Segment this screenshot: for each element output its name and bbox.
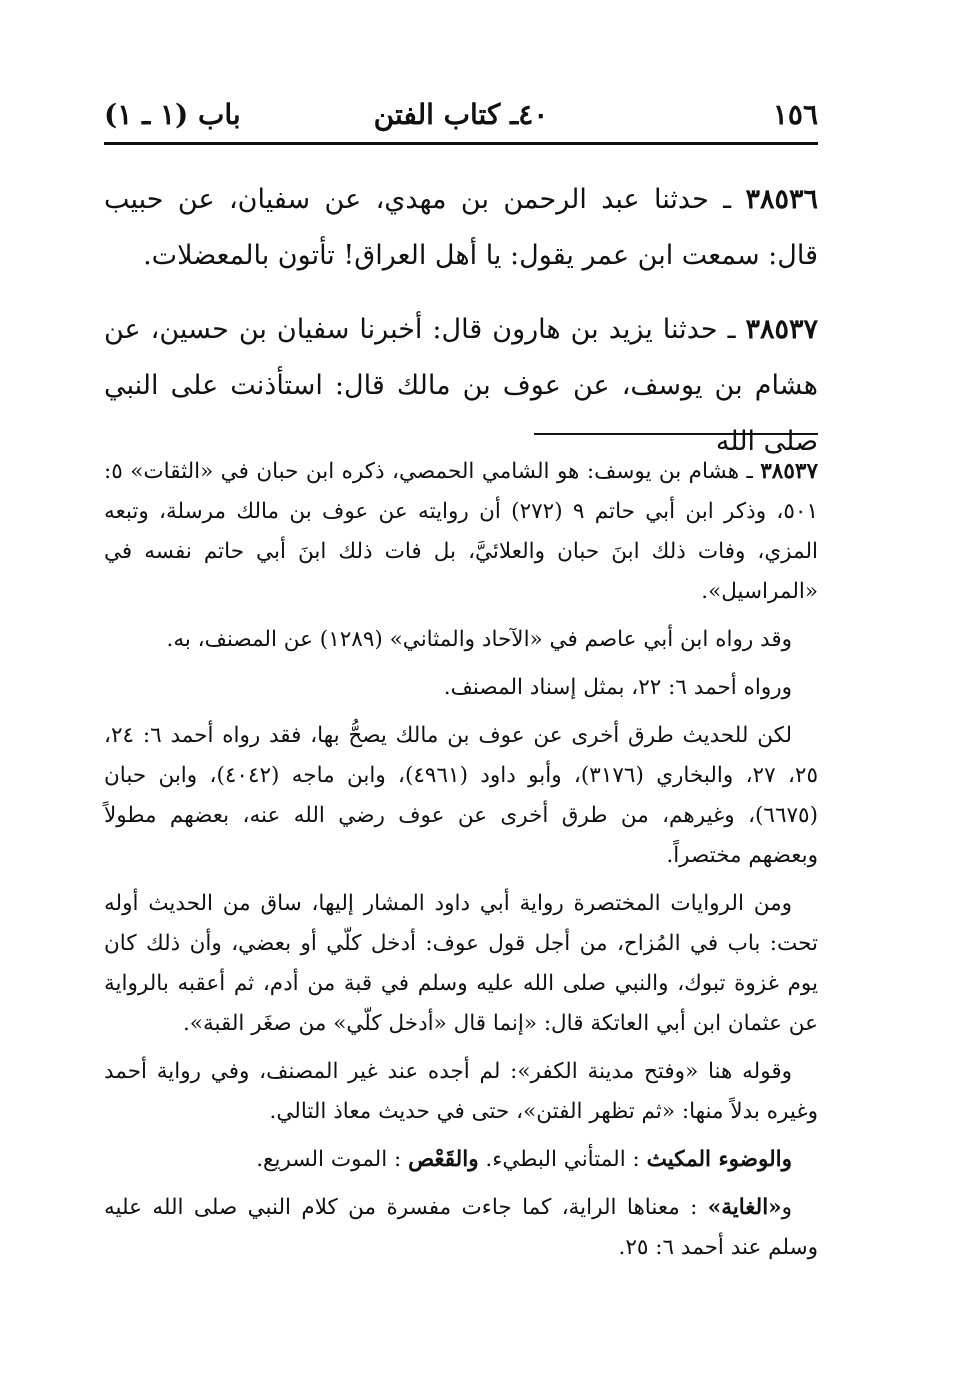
page-number: ١٥٦ (772, 98, 818, 131)
hadith-text: ـ حدثنا عبد الرحمن بن مهدي، عن سفيان، عن حبيب قال: سمعت ابن عمر يقول: يا أهل العراق! تأتون بالمعضلات. (104, 184, 818, 271)
footnote-definitions (104, 1188, 818, 1268)
footnotes (104, 452, 818, 1276)
running-header (104, 92, 818, 138)
hadith-38536 (104, 172, 818, 284)
footnote-divider (534, 433, 818, 435)
hadith-number: ٣٨٥٣٦ (745, 184, 818, 215)
hadith-number: ٣٨٥٣٧ (745, 314, 818, 345)
defined-term: والوضوء المكيث (646, 1147, 792, 1172)
footnote-paragraph: وقد رواه ابن أبي عاصم في «الآحاد والمثاني» (١٢٨٩) عن المصنف، به. (166, 627, 792, 652)
chapter-label: باب (١ ـ ١) (104, 98, 241, 131)
footnote-38537 (104, 452, 818, 612)
footnote-definitions (104, 1140, 818, 1180)
footnote-paragraph: لكن للحديث طرق أخرى عن عوف بن مالك يصحُّ بها، فقد رواه أحمد ٦: ٢٤، ٢٥، ٢٧، والبخاري (٣١٧٦)، وأبو داود (٤٩٦١)، وابن ماجه (٤٠٤٢)، وابن حبان (٦٦٧٥)، وغيرهم، من طرق أخرى عن عوف رضي الله عنه، بعضهم مطولاً وبعضهم مختصراً. (104, 723, 819, 868)
book-title: ٤٠ـ كتاب الفتن (373, 98, 549, 131)
main-text (104, 172, 818, 488)
footnote-paragraph: ورواه أحمد ٦: ٢٢، بمثل إسناد المصنف. (443, 675, 792, 700)
defined-term: والقَعْص (408, 1147, 479, 1172)
term-definition: : المتأني البطيء. (478, 1147, 647, 1172)
footnote-paragraph: وقوله هنا «وفتح مدينة الكفر»: لم أجده عند غير المصنف، وفي رواية أحمد وغيره بدلاً منها: «ثم تظهر الفتن»، حتى في حديث معاذ التالي. (104, 1059, 818, 1124)
term-prefix: و (781, 1195, 792, 1220)
hadith-text: ـ حدثنا يزيد بن هارون قال: أخبرنا سفيان بن حسين، عن هشام بن يوسف، عن عوف بن مالك قال: استأذنت على النبي صلى الله (104, 314, 818, 457)
hadith-38537 (104, 302, 818, 470)
footnote-text: ـ هشام بن يوسف: هو الشامي الحمصي، ذكره ابن حبان في «الثقات» ٥: ٥٠١، وذكر ابن أبي حاتم ٩ (٢٧٢) أن روايته عن عوف بن مالك مرسلة، وتبعه المزي، وفات ذلك ابنَ حبان والعلائيَّ، بل فات ذلك ابنَ أبي حاتم نفسه في «المراسيل». (104, 459, 818, 604)
defined-term: «الغاية» (707, 1195, 782, 1220)
book-page (104, 0, 818, 1384)
term-definition: : الموت السريع. (256, 1147, 409, 1172)
term-definition: : معناها الراية، كما جاءت مفسرة من كلام النبي صلى الله عليه وسلم عند أحمد ٦: ٢٥. (104, 1195, 818, 1260)
footnote-number: ٣٨٥٣٧ (760, 459, 818, 484)
footnote-paragraph: ومن الروايات المختصرة رواية أبي داود المشار إليها، ساق من الحديث أوله تحت: باب في المُزاح، من أجل قول عوف: أدخل كلّي أو بعضي، وأن ذلك كان يوم غزوة تبوك، والنبي صلى الله عليه وسلم في قبة من أدم، ثم أعقبه بالرواية عن عثمان ابن أبي العاتكة قال: «إنما قال «أدخل كلّي» من صغَر القبة». (104, 891, 818, 1036)
header-divider (104, 142, 818, 145)
